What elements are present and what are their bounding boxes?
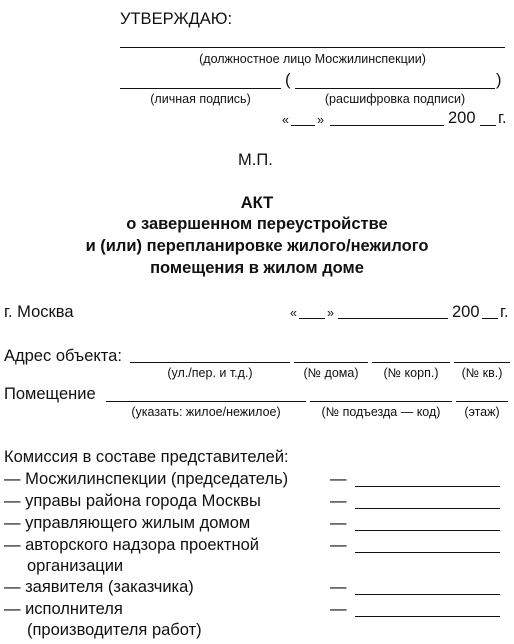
premises-label: Помещение [4, 385, 96, 403]
decoding-caption: (расшифровка подписи) [324, 92, 466, 106]
date-day-line [291, 125, 315, 126]
decoding-line [295, 88, 495, 89]
premises-type-line [106, 401, 306, 402]
member-signature-line [355, 594, 500, 595]
member-signature-line [355, 616, 500, 617]
date-quote-open: « [282, 113, 289, 127]
member-signature-line [355, 508, 500, 509]
flat-caption: (№ кв.) [461, 366, 503, 380]
place-year-suffix: г. [500, 303, 509, 321]
city-label: г. Москва [4, 303, 74, 321]
act-subtitle-3: помещения в жилом доме [150, 259, 364, 277]
date-month-line [330, 125, 444, 126]
signature-line [120, 88, 281, 89]
commission-member: — Мосжилинспекции (председатель) [4, 470, 289, 488]
building-caption: (№ корп.) [383, 366, 439, 380]
official-line [120, 47, 505, 48]
place-quote-close: » [327, 306, 334, 320]
member-dash: — [330, 536, 347, 554]
place-day-line [299, 318, 325, 319]
member-dash: — [330, 514, 347, 532]
member-dash: — [330, 600, 347, 618]
commission-member: — управляющего жилым домом [4, 514, 251, 532]
place-quote-open: « [290, 306, 297, 320]
act-subtitle-2: и (или) перепланировке жилого/нежилого [85, 237, 429, 255]
address-flat-line [454, 362, 510, 363]
date-year-suffix: г. [498, 109, 507, 127]
act-subtitle-1: о завершенном переустройстве [126, 215, 388, 233]
entrance-caption: (№ подъезда — код) [321, 405, 441, 419]
floor-caption: (этаж) [464, 405, 500, 419]
date-year: 200 [448, 109, 476, 127]
premises-floor-line [456, 401, 508, 402]
member-signature-line [355, 530, 500, 531]
commission-member-continuation: организации [27, 557, 124, 575]
commission-member-continuation: (производителя работ) [27, 621, 202, 639]
type-caption: (указать: жилое/нежилое) [131, 405, 281, 419]
address-label: Адрес объекта: [4, 347, 122, 365]
commission-heading: Комиссия в составе представителей: [4, 448, 289, 466]
commission-member: — исполнителя [4, 600, 123, 618]
premises-entrance-line [310, 401, 452, 402]
address-building-line [372, 362, 450, 363]
member-dash: — [330, 578, 347, 596]
commission-member: — управы района города Москвы [4, 492, 261, 510]
act-title: АКТ [240, 194, 274, 212]
member-signature-line [355, 486, 500, 487]
commission-member: — заявителя (заказчика) [4, 578, 194, 596]
place-year-line [482, 318, 498, 319]
address-street-line [130, 362, 290, 363]
street-caption: (ул./пер. и т.д.) [167, 366, 253, 380]
member-dash: — [330, 470, 347, 488]
signature-caption: (личная подпись) [150, 92, 251, 106]
paren-open: ( [285, 71, 291, 89]
member-dash: — [330, 492, 347, 510]
address-house-line [294, 362, 368, 363]
member-signature-line [355, 552, 500, 553]
official-caption: (должностное лицо Мосжилинспекции) [199, 52, 426, 66]
house-caption: (№ дома) [303, 366, 359, 380]
stamp-label: М.П. [238, 151, 273, 169]
place-month-line [338, 318, 448, 319]
commission-member: — авторского надзора проектной [4, 536, 259, 554]
date-year-line [480, 125, 496, 126]
date-quote-close: » [317, 113, 324, 127]
paren-close: ) [496, 71, 502, 89]
approval-title: УТВЕРЖДАЮ: [120, 10, 233, 28]
place-year: 200 [452, 303, 480, 321]
